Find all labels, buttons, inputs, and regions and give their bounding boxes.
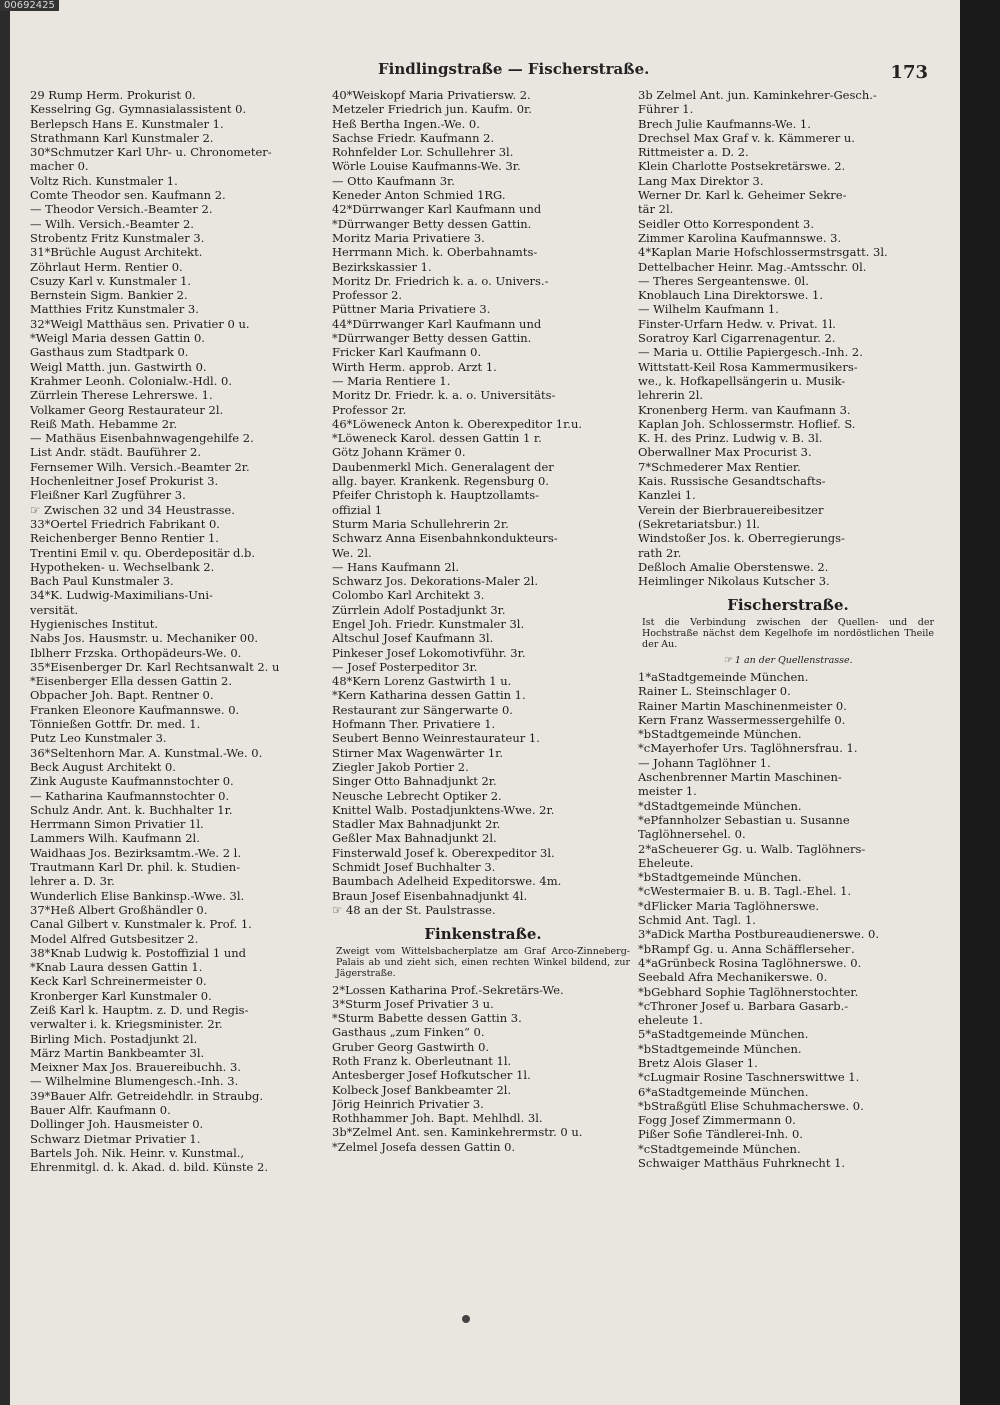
street-heading: Finkenstraße. bbox=[424, 925, 542, 944]
directory-entry: Knoblauch Lina Direktorswe. 1. bbox=[638, 288, 824, 303]
directory-entry: Zöhrlaut Herm. Rentier 0. bbox=[30, 259, 183, 274]
directory-entry: — Wilh. Versich.-Beamter 2. bbox=[30, 216, 194, 231]
directory-entry: Keneder Anton Schmied 1RG. bbox=[332, 188, 506, 203]
directory-entry: — Katharina Kaufmannstochter 0. bbox=[30, 788, 230, 803]
directory-entry: *bStadtgemeinde München. bbox=[638, 870, 802, 885]
directory-entry: — Mathäus Eisenbahnwagengehilfe 2. bbox=[30, 431, 254, 446]
directory-entry: — Theodor Versich.-Beamter 2. bbox=[30, 202, 213, 217]
directory-entry: Schulz Andr. Ant. k. Buchhalter 1r. bbox=[30, 802, 233, 817]
directory-page bbox=[10, 0, 968, 1405]
directory-entry: Kaplan Joh. Schlossermstr. Hoflief. S. bbox=[638, 416, 856, 431]
directory-entry: *Löweneck Karol. dessen Gattin 1 r. bbox=[332, 431, 542, 446]
directory-entry: List Andr. städt. Bauführer 2. bbox=[30, 445, 201, 460]
directory-entry: — Maria u. Ottilie Papiergesch.-Inh. 2. bbox=[638, 345, 863, 360]
directory-entry: Engel Joh. Friedr. Kunstmaler 3l. bbox=[332, 616, 525, 631]
directory-entry: Tönnießen Gottfr. Dr. med. 1. bbox=[30, 717, 201, 732]
directory-entry: Schwaiger Matthäus Fuhrknecht 1. bbox=[638, 1156, 846, 1171]
directory-entry: 42*Dürrwanger Karl Kaufmann und bbox=[332, 202, 542, 217]
directory-entry: Soratroy Karl Cigarrenagentur. 2. bbox=[638, 331, 836, 346]
directory-entry: Fogg Josef Zimmermann 0. bbox=[638, 1113, 796, 1128]
directory-entry: ☞ 48 an der St. Paulstrasse. bbox=[332, 902, 496, 917]
directory-entry: Kern Franz Wassermessergehilfe 0. bbox=[638, 712, 846, 727]
directory-entry: Wirth Herm. approb. Arzt 1. bbox=[332, 359, 497, 374]
directory-entry: Braun Josef Eisenbahnadjunkt 4l. bbox=[332, 888, 528, 903]
directory-entry: 3b*Zelmel Ant. sen. Kaminkehrermstr. 0 u. bbox=[332, 1125, 583, 1140]
directory-entry: allg. bayer. Krankenk. Regensburg 0. bbox=[332, 474, 549, 489]
directory-entry: K. H. des Prinz. Ludwig v. B. 3l. bbox=[638, 431, 823, 446]
directory-entry: Götz Johann Krämer 0. bbox=[332, 445, 466, 460]
directory-entry: Seubert Benno Weinrestaurateur 1. bbox=[332, 731, 540, 746]
directory-entry: Beck August Architekt 0. bbox=[30, 759, 176, 774]
ink-dot bbox=[462, 1315, 470, 1323]
directory-entry: Oberwallner Max Procurist 3. bbox=[638, 445, 812, 460]
directory-entry: — Wilhelm Kaufmann 1. bbox=[638, 302, 779, 317]
directory-entry: Daubenmerkl Mich. Generalagent der bbox=[332, 459, 554, 474]
directory-entry: Schwarz Dietmar Privatier 1. bbox=[30, 1131, 201, 1146]
directory-entry: Matthies Fritz Kunstmaler 3. bbox=[30, 302, 199, 317]
directory-entry: 32*Weigl Matthäus sen. Privatier 0 u. bbox=[30, 316, 250, 331]
directory-entry: 39*Bauer Alfr. Getreidehdlr. in Straubg. bbox=[30, 1088, 263, 1103]
directory-entry: meister 1. bbox=[638, 784, 697, 799]
directory-entry: Roth Franz k. Oberleutnant 1l. bbox=[332, 1054, 512, 1068]
directory-entry: Zimmer Karolina Kaufmannswe. 3. bbox=[638, 230, 842, 245]
directory-entry: Kolbeck Josef Bankbeamter 2l. bbox=[332, 1082, 512, 1097]
directory-entry: Waidhaas Jos. Bezirksamtm.-We. 2 l. bbox=[30, 845, 242, 860]
directory-entry: Geßler Max Bahnadjunkt 2l. bbox=[332, 831, 497, 846]
directory-entry: *bStadtgemeinde München. bbox=[638, 1041, 802, 1056]
directory-entry: Gasthaus zum Stadtpark 0. bbox=[30, 345, 189, 360]
directory-entry: Krahmer Leonh. Colonialw.-Hdl. 0. bbox=[30, 373, 233, 388]
directory-entry: Bauer Alfr. Kaufmann 0. bbox=[30, 1103, 171, 1118]
directory-entry: Reichenberger Benno Rentier 1. bbox=[30, 531, 219, 546]
directory-entry: Dettelbacher Heinr. Mag.-Amtsschr. 0l. bbox=[638, 259, 867, 274]
directory-entry: Schmidt Josef Buchhalter 3. bbox=[332, 860, 496, 875]
directory-entry: Deßloch Amalie Oberstenswe. 2. bbox=[638, 559, 829, 574]
directory-entry: 46*Löweneck Anton k. Oberexpeditor 1r.u. bbox=[332, 416, 583, 431]
directory-entry: *cThroner Josef u. Barbara Gasarb.- bbox=[638, 998, 849, 1013]
directory-entry: Schmid Ant. Tagl. 1. bbox=[638, 913, 756, 928]
directory-entry: 3*aDick Martha Postbureaudienerswe. 0. bbox=[638, 927, 879, 942]
directory-entry: *dStadtgemeinde München. bbox=[638, 798, 802, 813]
directory-entry: Strobentz Fritz Kunstmaler 3. bbox=[30, 230, 205, 245]
directory-entry: Finster-Urfarn Hedw. v. Privat. 1l. bbox=[638, 316, 836, 331]
directory-entry: — Wilhelmine Blumengesch.-Inh. 3. bbox=[30, 1074, 239, 1089]
directory-entry: *Sturm Babette dessen Gattin 3. bbox=[332, 1011, 522, 1026]
directory-entry: Windstoßer Jos. k. Oberregierungs- bbox=[638, 531, 845, 546]
directory-entry: 44*Dürrwanger Karl Kaufmann und bbox=[332, 316, 542, 331]
directory-entry: *dFlicker Maria Taglöhnerswe. bbox=[638, 898, 820, 913]
page-number: 173 bbox=[890, 62, 928, 83]
directory-entry: We. 2l. bbox=[332, 545, 372, 560]
directory-entry: Kronenberg Herm. van Kaufmann 3. bbox=[638, 402, 851, 417]
scan-id: 00692425 bbox=[0, 0, 59, 11]
directory-entry: Altschul Josef Kaufmann 3l. bbox=[332, 631, 494, 646]
directory-entry: 5*aStadtgemeinde München. bbox=[638, 1027, 809, 1042]
directory-entry: — Otto Kaufmann 3r. bbox=[332, 173, 455, 188]
directory-entry: *Dürrwanger Betty dessen Gattin. bbox=[332, 331, 532, 346]
directory-entry: Csuzy Karl v. Kunstmaler 1. bbox=[30, 273, 192, 288]
directory-entry: — Hans Kaufmann 2l. bbox=[332, 559, 459, 574]
directory-entry: Singer Otto Bahnadjunkt 2r. bbox=[332, 774, 497, 789]
directory-entry: rath 2r. bbox=[638, 545, 682, 560]
directory-entry: Wörle Louise Kaufmanns-We. 3r. bbox=[332, 159, 521, 174]
directory-entry: Baumbach Adelheid Expeditorswe. 4m. bbox=[332, 874, 562, 889]
directory-entry: Fernsemer Wilh. Versich.-Beamter 2r. bbox=[30, 459, 250, 474]
directory-entry: Keck Karl Schreinermeister 0. bbox=[30, 974, 207, 989]
column-1 bbox=[30, 88, 325, 1175]
directory-entry: Zeiß Karl k. Hauptm. z. D. und Regis- bbox=[30, 1003, 249, 1017]
directory-entry: lehrerin 2l. bbox=[638, 388, 704, 403]
directory-entry: 4*aGrünbeck Rosina Taglöhnerswe. 0. bbox=[638, 955, 862, 970]
directory-entry: versität. bbox=[30, 602, 79, 617]
directory-entry: ☞ Zwischen 32 und 34 Heustrasse. bbox=[30, 502, 235, 517]
directory-entry: Taglöhnersehel. 0. bbox=[638, 827, 746, 842]
directory-entry: Franken Eleonore Kaufmannswe. 0. bbox=[30, 702, 240, 717]
directory-entry: Fricker Karl Kaufmann 0. bbox=[332, 345, 482, 360]
directory-entry: Hypotheken- u. Wechselbank 2. bbox=[30, 559, 215, 574]
directory-entry: eheleute 1. bbox=[638, 1013, 703, 1028]
directory-entry: Antesberger Josef Hofkutscher 1l. bbox=[332, 1068, 531, 1083]
directory-entry: Führer 1. bbox=[638, 102, 694, 117]
directory-entry: Knittel Walb. Postadjunktens-Wwe. 2r. bbox=[332, 802, 555, 817]
directory-entry: Lammers Wilh. Kaufmann 2l. bbox=[30, 831, 200, 846]
directory-entry: Hygienisches Institut. bbox=[30, 616, 159, 631]
directory-entry: Birling Mich. Postadjunkt 2l. bbox=[30, 1031, 198, 1046]
directory-entry: Bezirkskassier 1. bbox=[332, 259, 432, 274]
directory-entry: Professor 2r. bbox=[332, 402, 407, 417]
directory-entry: Herrmann Simon Privatier 1l. bbox=[30, 817, 204, 832]
directory-entry: *Knab Laura dessen Gattin 1. bbox=[30, 960, 203, 975]
directory-entry: *bStadtgemeinde München. bbox=[638, 727, 802, 742]
directory-entry: Kanzlei 1. bbox=[638, 488, 696, 503]
directory-entry: Wittstatt-Keil Rosa Kammermusikers- bbox=[638, 359, 858, 374]
directory-entry: Colombo Karl Architekt 3. bbox=[332, 588, 485, 603]
directory-entry: *bGebhard Sophie Taglöhnerstochter. bbox=[638, 984, 859, 999]
directory-entry: 6*aStadtgemeinde München. bbox=[638, 1084, 809, 1099]
directory-entry: *bRampf Gg. u. Anna Schäfflersehег. bbox=[638, 941, 855, 956]
directory-entry: *Eisenberger Ella dessen Gattin 2. bbox=[30, 674, 233, 689]
directory-entry: — Josef Posterpeditor 3r. bbox=[332, 659, 478, 674]
directory-entry: Gruber Georg Gastwirth 0. bbox=[332, 1039, 490, 1054]
directory-entry: — Theres Sergeantenswe. 0l. bbox=[638, 273, 809, 288]
directory-entry: Moritz Dr. Friedrich k. a. o. Univers.- bbox=[332, 273, 549, 288]
directory-entry: Moritz Maria Privatiere 3. bbox=[332, 230, 485, 245]
directory-entry: 29 Rump Herm. Prokurist 0. bbox=[30, 88, 196, 102]
directory-entry: Bartels Joh. Nik. Heinr. v. Kunstmal., bbox=[30, 1145, 245, 1160]
directory-entry: 7*Schmederer Max Rentier. bbox=[638, 459, 801, 474]
directory-entry: Rothhammer Joh. Bapt. Mehlhdl. 3l. bbox=[332, 1111, 543, 1126]
directory-entry: Ziegler Jakob Portier 2. bbox=[332, 759, 469, 774]
directory-entry: tär 2l. bbox=[638, 202, 674, 217]
directory-entry: Bernstein Sigm. Bankier 2. bbox=[30, 288, 188, 303]
directory-entry: Meixner Max Jos. Brauereibuchh. 3. bbox=[30, 1060, 241, 1075]
directory-entry: 30*Schmutzer Karl Uhr- u. Chronometer- bbox=[30, 145, 272, 160]
directory-entry: Hochenleitner Josef Prokurist 3. bbox=[30, 474, 219, 489]
directory-entry: Sachse Friedr. Kaufmann 2. bbox=[332, 130, 495, 145]
directory-entry: 2*aScheuerer Gg. u. Walb. Taglöhners- bbox=[638, 841, 866, 856]
directory-entry: 36*Seltenhorn Mar. A. Kunstmal.-We. 0. bbox=[30, 745, 263, 760]
directory-entry: Iblherr Frzska. Orthopädeurs-We. 0. bbox=[30, 645, 242, 660]
directory-entry: Eheleute. bbox=[638, 855, 694, 870]
directory-entry: 37*Heß Albert Großhändler 0. bbox=[30, 902, 208, 917]
directory-entry: 38*Knab Ludwig k. Postoffizial 1 und bbox=[30, 945, 247, 960]
directory-entry: Werner Dr. Karl k. Geheimer Sekre- bbox=[638, 188, 847, 203]
directory-entry: Heß Bertha Ingen.-We. 0. bbox=[332, 116, 480, 131]
directory-entry: Klein Charlotte Postsekretärswe. 2. bbox=[638, 159, 846, 174]
directory-entry: Schwarz Jos. Dekorations-Maler 2l. bbox=[332, 574, 538, 589]
directory-entry: offizial 1 bbox=[332, 502, 383, 517]
directory-entry: — Johann Taglöhner 1. bbox=[638, 755, 771, 770]
directory-entry: Herrmann Mich. k. Oberbahnamts- bbox=[332, 245, 538, 260]
directory-entry: 40*Weiskopf Maria Privatiersw. 2. bbox=[332, 88, 531, 102]
directory-entry: Rohnfelder Lor. Schullehrer 3l. bbox=[332, 145, 514, 160]
directory-entry: *cMayerhofer Urs. Taglöhnersfrau. 1. bbox=[638, 741, 858, 756]
directory-entry: Wunderlich Elise Bankinsp.-Wwe. 3l. bbox=[30, 888, 245, 903]
directory-entry: Trentini Emil v. qu. Oberdepositär d.b. bbox=[30, 545, 256, 560]
directory-entry: 3*Sturm Josef Privatier 3 u. bbox=[332, 996, 494, 1011]
directory-entry: Lang Max Direktor 3. bbox=[638, 173, 764, 188]
directory-entry: 3b Zelmel Ant. jun. Kaminkehrer-Gesch.- bbox=[638, 88, 877, 102]
directory-entry: Comte Theodor sen. Kaufmann 2. bbox=[30, 188, 226, 203]
column-3 bbox=[638, 88, 938, 1170]
directory-entry: Reiß Math. Hebamme 2r. bbox=[30, 416, 177, 431]
directory-entry: *Dürrwanger Betty dessen Gattin. bbox=[332, 216, 532, 231]
directory-entry: Restaurant zur Sängerwarte 0. bbox=[332, 702, 513, 717]
street-description: Zweigt vom Wittelsbacherplatze am Graf Arco-Zinneberg-Palais ab und zieht sich, einen rechten Winkel bildend, zur Jägerstraße. bbox=[336, 945, 630, 979]
directory-entry: 2*Lossen Katharina Prof.-Sekretärs-We. bbox=[332, 982, 564, 997]
street-heading: Fischerstraße. bbox=[727, 596, 849, 615]
directory-entry: Pißer Sofie Tändlerei-Inh. 0. bbox=[638, 1127, 803, 1142]
directory-entry: Neusche Lebrecht Optiker 2. bbox=[332, 788, 502, 803]
street-description: Ist die Verbindung zwischen der Quellen- und der Hochstraße nächst dem Kegelhofe im nordöstlichen Theile der Au. bbox=[642, 616, 934, 650]
directory-entry: we., k. Hofkapellsängerin u. Musik- bbox=[638, 373, 846, 388]
directory-entry: *Kern Katharina dessen Gattin 1. bbox=[332, 688, 526, 703]
directory-entry: verwalter i. k. Kriegsminister. 2r. bbox=[30, 1017, 223, 1032]
directory-entry: Brech Julie Kaufmanns-We. 1. bbox=[638, 116, 811, 131]
directory-entry: *ePfannholzer Sebastian u. Susanne bbox=[638, 812, 850, 827]
directory-entry: Hofmann Ther. Privatiere 1. bbox=[332, 717, 496, 732]
directory-entry: 4*Kaplan Marie Hofschlossermstrsgatt. 3l. bbox=[638, 245, 888, 260]
directory-entry: — Maria Rentiere 1. bbox=[332, 373, 451, 388]
directory-entry: Verein der Bierbrauereibesitzer bbox=[638, 502, 824, 517]
directory-entry: Rainer Martin Maschinenmeister 0. bbox=[638, 698, 847, 713]
directory-entry: Professor 2. bbox=[332, 288, 403, 303]
directory-entry: Jörig Heinrich Privatier 3. bbox=[332, 1096, 484, 1111]
directory-entry: (Sekretariatsbur.) 1l. bbox=[638, 516, 760, 531]
directory-entry: Model Alfred Gutsbesitzer 2. bbox=[30, 931, 199, 946]
directory-entry: Pinkeser Josef Lokomotivführ. 3r. bbox=[332, 645, 526, 660]
directory-entry: Zink Auguste Kaufmannstochter 0. bbox=[30, 774, 234, 789]
directory-entry: macher 0. bbox=[30, 159, 89, 174]
directory-entry: März Martin Bankbeamter 3l. bbox=[30, 1045, 205, 1060]
directory-entry: Ehrenmitgl. d. k. Akad. d. bild. Künste 2. bbox=[30, 1160, 268, 1175]
book-spine-shadow bbox=[960, 0, 1000, 1405]
directory-entry: Voltz Rich. Kunstmaler 1. bbox=[30, 173, 178, 188]
directory-entry: Kais. Russische Gesandtschafts- bbox=[638, 474, 826, 489]
directory-entry: Putz Leo Kunstmaler 3. bbox=[30, 731, 167, 746]
directory-entry: Canal Gilbert v. Kunstmaler k. Prof. 1. bbox=[30, 917, 252, 932]
directory-entry: 1*aStadtgemeinde München. bbox=[638, 669, 809, 684]
directory-entry: Dollinger Joh. Hausmeister 0. bbox=[30, 1117, 204, 1132]
directory-entry: Seebald Afra Mechanikerswe. 0. bbox=[638, 970, 828, 985]
column-2 bbox=[332, 88, 634, 1154]
directory-entry: Bretz Alois Glaser 1. bbox=[638, 1056, 758, 1070]
directory-entry: Kesselring Gg. Gymnasialassistent 0. bbox=[30, 102, 247, 117]
directory-entry: Pfeifer Christoph k. Hauptzollamts- bbox=[332, 488, 540, 503]
directory-entry: Bach Paul Kunstmaler 3. bbox=[30, 574, 174, 589]
directory-entry: *cWestermaier B. u. B. Tagl.-Ehel. 1. bbox=[638, 884, 852, 899]
cross-reference-hint: ☞ 1 an der Quellenstrasse. bbox=[723, 654, 853, 666]
directory-entry: Stirner Max Wagenwärter 1r. bbox=[332, 745, 504, 760]
directory-entry: Moritz Dr. Friedr. k. a. o. Universitäts- bbox=[332, 388, 556, 403]
directory-entry: Drechsel Max Graf v. k. Kämmerer u. bbox=[638, 130, 855, 145]
directory-entry: Rainer L. Steinschlager 0. bbox=[638, 684, 791, 699]
directory-entry: Weigl Matth. jun. Gastwirth 0. bbox=[30, 359, 207, 374]
directory-entry: Volkamer Georg Restaurateur 2l. bbox=[30, 402, 224, 417]
directory-entry: *cLugmair Rosine Taschnerswittwe 1. bbox=[638, 1070, 860, 1085]
directory-entry: *Weigl Maria dessen Gattin 0. bbox=[30, 331, 205, 346]
directory-entry: Fleißner Karl Zugführer 3. bbox=[30, 488, 186, 503]
directory-entry: *cStadtgemeinde München. bbox=[638, 1141, 801, 1156]
directory-entry: Finsterwald Josef k. Oberexpeditor 3l. bbox=[332, 845, 555, 860]
directory-entry: Rittmeister a. D. 2. bbox=[638, 145, 749, 160]
directory-entry: Sturm Maria Schullehrerin 2r. bbox=[332, 516, 509, 531]
directory-entry: Nabs Jos. Hausmstr. u. Mechaniker 00. bbox=[30, 631, 259, 646]
directory-entry: Zürrlein Adolf Postadjunkt 3r. bbox=[332, 602, 506, 617]
directory-entry: Berlepsch Hans E. Kunstmaler 1. bbox=[30, 116, 224, 131]
directory-entry: Aschenbrenner Martin Maschinen- bbox=[638, 770, 842, 785]
directory-entry: Gasthaus „zum Finken“ 0. bbox=[332, 1025, 485, 1040]
directory-entry: Trautmann Karl Dr. phil. k. Studien- bbox=[30, 860, 241, 875]
directory-entry: Stadler Max Bahnadjunkt 2r. bbox=[332, 817, 501, 832]
directory-entry: *bStraßgütl Elise Schuhmacherswe. 0. bbox=[638, 1098, 864, 1113]
directory-entry: Püttner Maria Privatiere 3. bbox=[332, 302, 491, 317]
directory-entry: Heimlinger Nikolaus Kutscher 3. bbox=[638, 574, 830, 589]
directory-entry: 35*Eisenberger Dr. Karl Rechtsanwalt 2. u bbox=[30, 659, 280, 674]
directory-entry: Zürrlein Therese Lehrerswe. 1. bbox=[30, 388, 213, 403]
directory-entry: lehrer a. D. 3r. bbox=[30, 874, 115, 889]
running-title: Findlingstraße — Fischerstraße. bbox=[378, 60, 650, 78]
directory-entry: Schwarz Anna Eisenbahnkondukteurs- bbox=[332, 531, 558, 546]
directory-entry: Seidler Otto Korrespondent 3. bbox=[638, 216, 815, 231]
directory-entry: Strathmann Karl Kunstmaler 2. bbox=[30, 130, 214, 145]
directory-entry: Obpacher Joh. Bapt. Rentner 0. bbox=[30, 688, 214, 703]
directory-entry: 33*Oertel Friedrich Fabrikant 0. bbox=[30, 516, 220, 531]
directory-entry: 34*K. Ludwig-Maximilians-Uni- bbox=[30, 588, 213, 603]
directory-entry: *Zelmel Josefa dessen Gattin 0. bbox=[332, 1139, 516, 1154]
directory-entry: Metzeler Friedrich jun. Kaufm. 0r. bbox=[332, 102, 532, 117]
directory-entry: 31*Brüchle August Architekt. bbox=[30, 245, 203, 260]
directory-entry: Kronberger Karl Kunstmaler 0. bbox=[30, 988, 212, 1003]
page-header bbox=[330, 60, 930, 84]
directory-entry: 48*Kern Lorenz Gastwirth 1 u. bbox=[332, 674, 512, 689]
